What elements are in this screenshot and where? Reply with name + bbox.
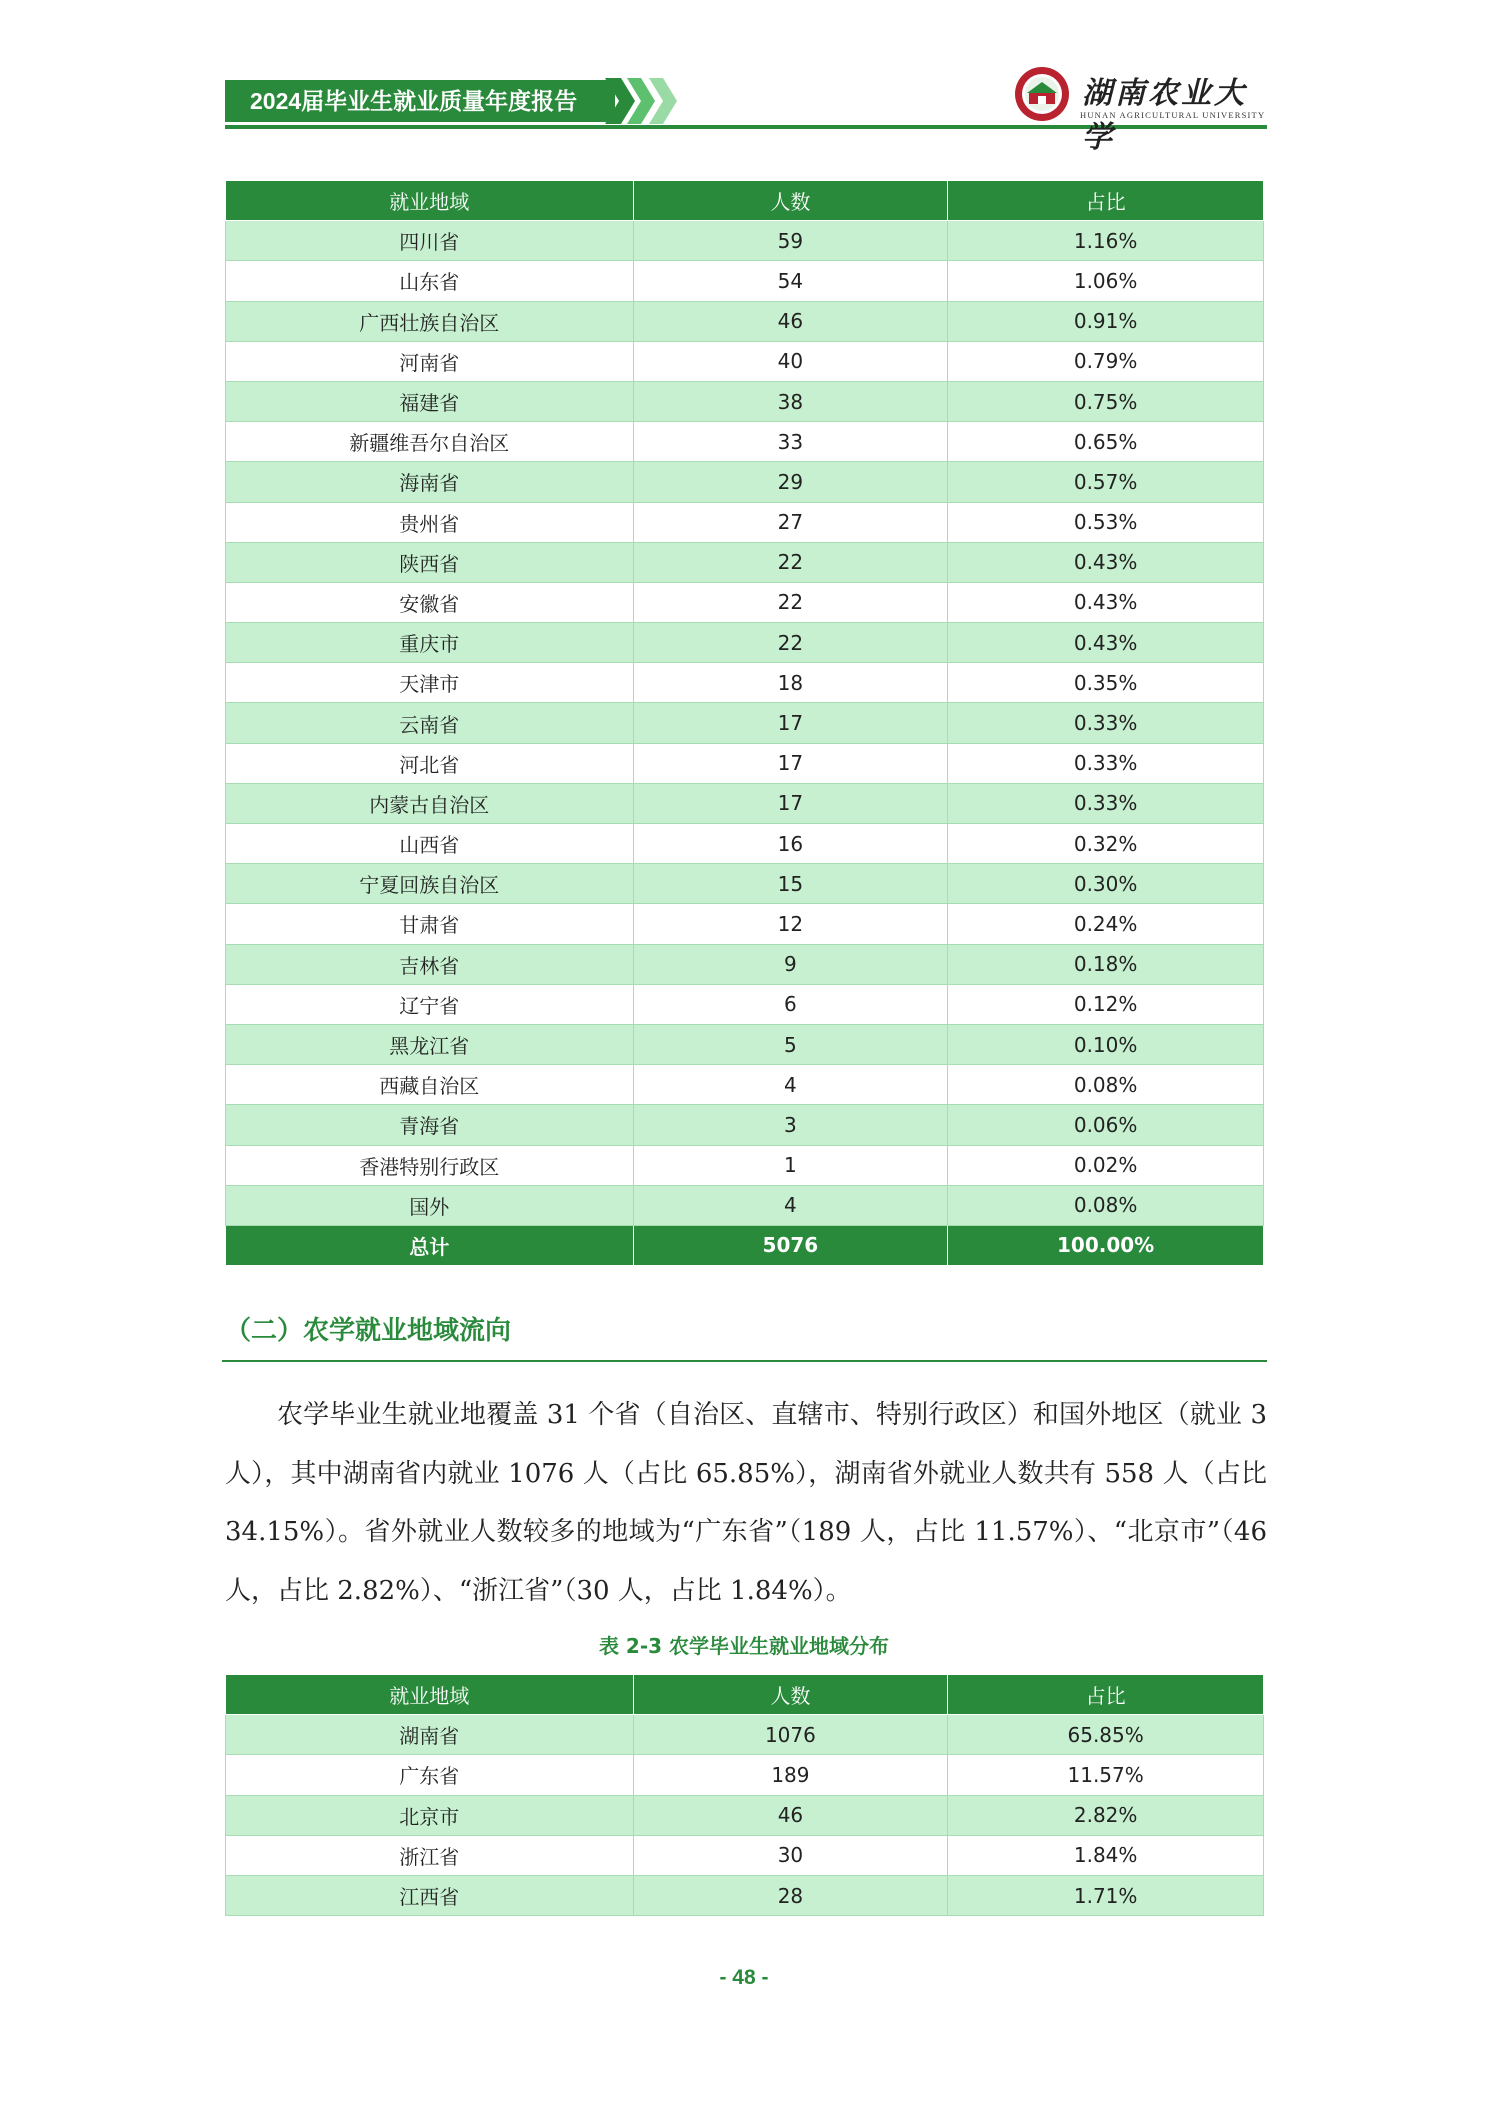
count-cell: 22	[633, 623, 948, 663]
table-row	[226, 502, 1264, 542]
count-cell: 12	[633, 904, 948, 944]
count-cell: 18	[633, 663, 948, 703]
count-cell: 16	[633, 824, 948, 864]
region-cell: 河北省	[226, 743, 634, 783]
count-cell: 15	[633, 864, 948, 904]
count-cell: 17	[633, 783, 948, 823]
table-row	[226, 864, 1264, 904]
count-cell: 9	[633, 944, 948, 984]
region-cell: 天津市	[226, 663, 634, 703]
table-row	[226, 1145, 1264, 1185]
count-cell: 28	[633, 1875, 948, 1915]
region-cell: 重庆市	[226, 623, 634, 663]
region-cell: 青海省	[226, 1105, 634, 1145]
column-header-count: 人数	[633, 1675, 948, 1715]
table-row	[226, 582, 1264, 622]
column-header-share: 占比	[948, 1675, 1264, 1715]
count-cell: 22	[633, 582, 948, 622]
table-row	[226, 944, 1264, 984]
share-cell: 0.08%	[948, 1065, 1264, 1105]
count-cell: 17	[633, 743, 948, 783]
region-cell: 广西壮族自治区	[226, 301, 634, 341]
table-row	[226, 623, 1264, 663]
count-cell: 38	[633, 381, 948, 421]
share-cell: 1.71%	[948, 1875, 1264, 1915]
share-cell: 0.75%	[948, 381, 1264, 421]
column-header-region: 就业地域	[226, 181, 634, 221]
page-number: - 48 -	[719, 1966, 769, 1989]
total-row	[226, 1225, 1264, 1265]
share-cell: 0.08%	[948, 1185, 1264, 1225]
share-cell: 0.33%	[948, 743, 1264, 783]
region-cell: 广东省	[226, 1755, 634, 1795]
count-cell: 22	[633, 542, 948, 582]
table-row	[226, 1875, 1264, 1915]
table-row	[226, 1024, 1264, 1064]
region-cell: 湖南省	[226, 1715, 634, 1755]
share-cell: 0.53%	[948, 502, 1264, 542]
region-cell: 新疆维吾尔自治区	[226, 422, 634, 462]
share-cell: 0.43%	[948, 542, 1264, 582]
table-row	[226, 542, 1264, 582]
university-name: 湖南农业大学	[1082, 76, 1247, 155]
count-cell: 3	[633, 1105, 948, 1145]
count-cell: 17	[633, 703, 948, 743]
table-row	[226, 783, 1264, 823]
count-cell: 1	[633, 1145, 948, 1185]
count-cell: 27	[633, 502, 948, 542]
table-row	[226, 1715, 1264, 1755]
table-row	[226, 703, 1264, 743]
region-cell: 国外	[226, 1185, 634, 1225]
page-header	[225, 76, 1267, 155]
share-cell: 0.35%	[948, 663, 1264, 703]
share-cell: 0.02%	[948, 1145, 1264, 1185]
count-cell: 59	[633, 221, 948, 261]
count-cell: 46	[633, 301, 948, 341]
region-cell: 四川省	[226, 221, 634, 261]
share-cell: 0.43%	[948, 623, 1264, 663]
share-cell: 11.57%	[948, 1755, 1264, 1795]
count-cell: 5	[633, 1024, 948, 1064]
table-row	[226, 1795, 1264, 1835]
table-row	[226, 1185, 1264, 1225]
share-cell: 0.06%	[948, 1105, 1264, 1145]
share-cell: 0.33%	[948, 703, 1264, 743]
region-distribution-table	[225, 180, 1264, 1266]
table-row	[226, 261, 1264, 301]
column-header-share: 占比	[948, 181, 1264, 221]
count-cell: 54	[633, 261, 948, 301]
share-cell: 1.06%	[948, 261, 1264, 301]
table-row	[226, 301, 1264, 341]
region-cell: 安徽省	[226, 582, 634, 622]
university-seal-icon	[1014, 66, 1070, 122]
section-heading: （二）农学就业地域流向	[225, 1316, 512, 1346]
share-cell: 0.24%	[948, 904, 1264, 944]
table-row	[226, 824, 1264, 864]
share-cell: 1.16%	[948, 221, 1264, 261]
count-cell: 40	[633, 341, 948, 381]
table-header-row	[226, 181, 1264, 221]
region-cell: 河南省	[226, 341, 634, 381]
region-cell: 福建省	[226, 381, 634, 421]
table-row	[226, 1835, 1264, 1875]
table-row	[226, 1105, 1264, 1145]
table-header-row	[226, 1675, 1264, 1715]
university-name-en: HUNAN AGRICULTURAL UNIVERSITY	[1080, 110, 1266, 120]
count-cell: 46	[633, 1795, 948, 1835]
region-cell: 山东省	[226, 261, 634, 301]
count-cell: 4	[633, 1185, 948, 1225]
region-cell: 海南省	[226, 462, 634, 502]
report-title: 2024届毕业生就业质量年度报告	[225, 80, 615, 122]
table-row	[226, 221, 1264, 261]
share-cell: 0.65%	[948, 422, 1264, 462]
total-share-cell: 100.00%	[948, 1225, 1264, 1265]
count-cell: 1076	[633, 1715, 948, 1755]
column-header-region: 就业地域	[226, 1675, 634, 1715]
share-cell: 0.12%	[948, 984, 1264, 1024]
share-cell: 2.82%	[948, 1795, 1264, 1835]
table-row	[226, 341, 1264, 381]
count-cell: 189	[633, 1755, 948, 1795]
region-cell: 吉林省	[226, 944, 634, 984]
table-row	[226, 1065, 1264, 1105]
section-divider	[222, 1360, 1267, 1362]
region-cell: 贵州省	[226, 502, 634, 542]
table-row	[226, 422, 1264, 462]
table-row	[226, 743, 1264, 783]
table-row	[226, 904, 1264, 944]
region-cell: 香港特别行政区	[226, 1145, 634, 1185]
share-cell: 0.30%	[948, 864, 1264, 904]
region-cell: 甘肃省	[226, 904, 634, 944]
university-logo	[1014, 66, 1266, 155]
region-cell: 内蒙古自治区	[226, 783, 634, 823]
total-count-cell: 5076	[633, 1225, 948, 1265]
body-paragraph: 农学毕业生就业地覆盖 31 个省（自治区、直辖市、特别行政区）和国外地区（就业 3 人），其中湖南省内就业 1076 人（占比 65.85%），湖南省外就业人数共有 558 人（占比 34.15%）。省外就业人数较多的地域为“广东省”（189 人，占比 11.57%）、“北京市”（46 人，占比 2.82%）、“浙江省”（30 人，占比 1.84%）。	[225, 1400, 1267, 1606]
share-cell: 0.10%	[948, 1024, 1264, 1064]
count-cell: 6	[633, 984, 948, 1024]
share-cell: 0.79%	[948, 341, 1264, 381]
share-cell: 0.33%	[948, 783, 1264, 823]
share-cell: 0.43%	[948, 582, 1264, 622]
region-cell: 山西省	[226, 824, 634, 864]
agronomy-region-table	[225, 1674, 1264, 1916]
region-cell: 黑龙江省	[226, 1024, 634, 1064]
count-cell: 29	[633, 462, 948, 502]
region-cell: 辽宁省	[226, 984, 634, 1024]
table-row	[226, 663, 1264, 703]
share-cell: 0.18%	[948, 944, 1264, 984]
share-cell: 0.91%	[948, 301, 1264, 341]
table-row	[226, 381, 1264, 421]
region-cell: 西藏自治区	[226, 1065, 634, 1105]
column-header-count: 人数	[633, 181, 948, 221]
region-cell: 浙江省	[226, 1835, 634, 1875]
table-row	[226, 462, 1264, 502]
region-cell: 北京市	[226, 1795, 634, 1835]
table-caption: 表 2-3 农学毕业生就业地域分布	[598, 1634, 890, 1658]
region-cell: 陕西省	[226, 542, 634, 582]
count-cell: 30	[633, 1835, 948, 1875]
table-row	[226, 984, 1264, 1024]
table-row	[226, 1755, 1264, 1795]
share-cell: 65.85%	[948, 1715, 1264, 1755]
count-cell: 33	[633, 422, 948, 462]
region-cell: 云南省	[226, 703, 634, 743]
share-cell: 0.32%	[948, 824, 1264, 864]
share-cell: 1.84%	[948, 1835, 1264, 1875]
chevron-arrows-icon	[605, 78, 695, 124]
region-cell: 宁夏回族自治区	[226, 864, 634, 904]
count-cell: 4	[633, 1065, 948, 1105]
total-label-cell: 总计	[226, 1225, 634, 1265]
region-cell: 江西省	[226, 1875, 634, 1915]
share-cell: 0.57%	[948, 462, 1264, 502]
